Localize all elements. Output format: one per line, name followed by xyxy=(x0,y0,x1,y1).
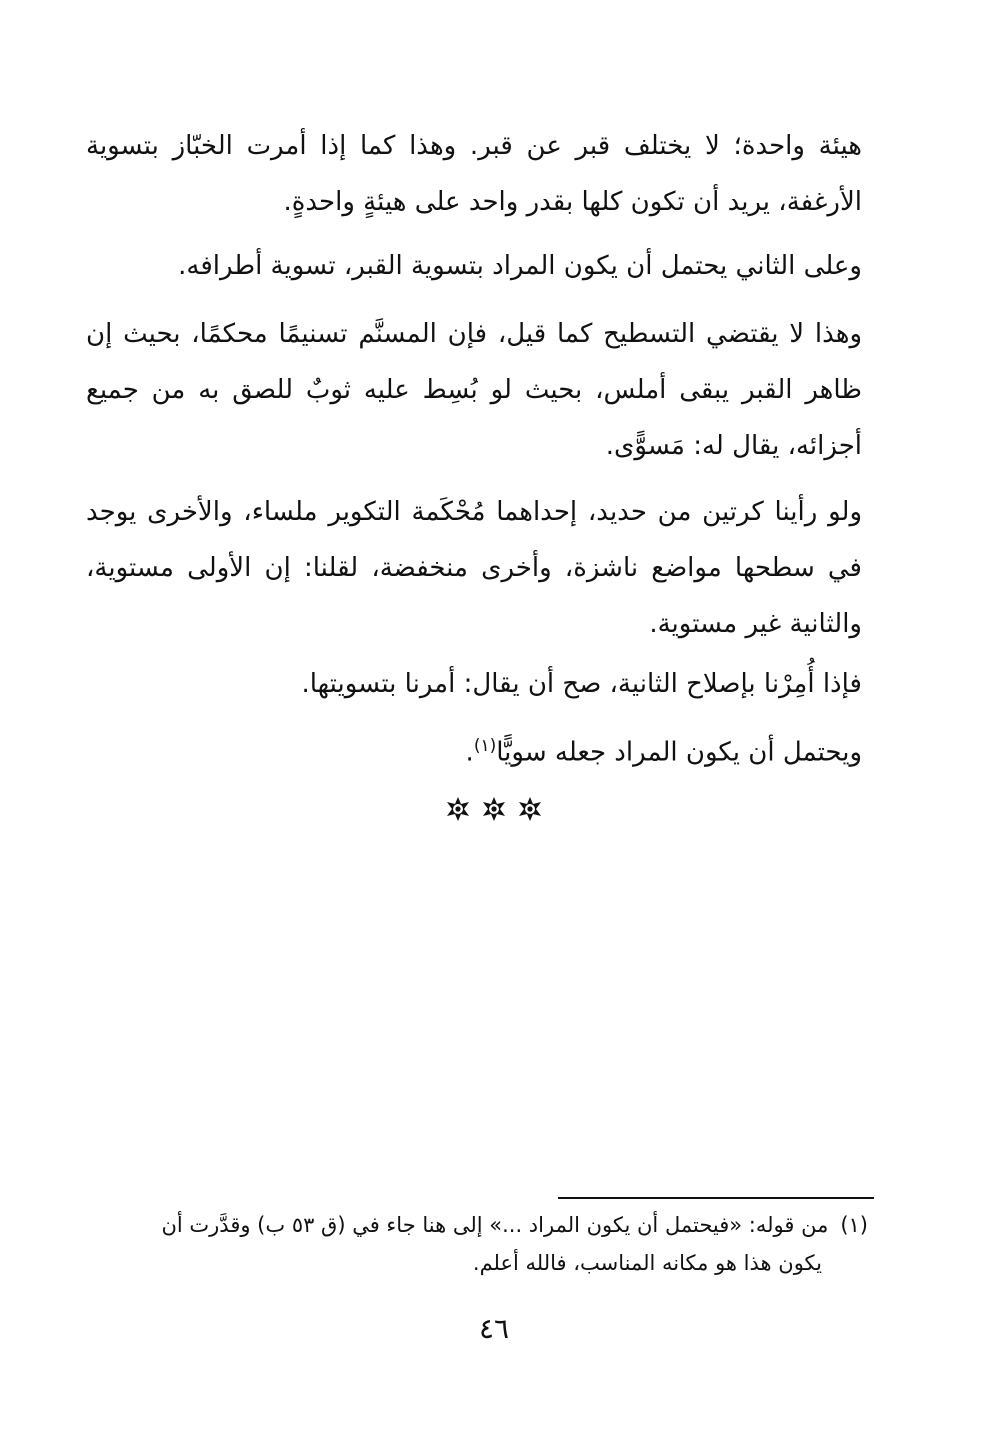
paragraph-3: وهذا لا يقتضي التسطيح كما قيل، فإن المسنَّم تسنيمًا محكمًا، بحيث إن ظاهر القبر يبقى أملس، بحيث لو بُسِط عليه ثوبٌ للصق به من جميع أجزائه، يقال له: مَسوًّى. xyxy=(86,319,862,461)
footnote xyxy=(86,1206,868,1282)
star-flower-ornament-icon xyxy=(517,796,543,822)
footnote-separator-line xyxy=(558,1197,874,1199)
star-flower-ornament-icon xyxy=(481,796,507,822)
page-number: ٤٦ xyxy=(478,1312,510,1345)
paragraph-6-text: ويحتمل أن يكون المراد جعله سويًّا xyxy=(496,737,862,768)
paragraph-1: هيئة واحدة؛ لا يختلف قبر عن قبر. وهذا كما إذا أمرت الخبّاز بتسوية الأرغفة، يريد أن تكون كلها بقدر واحد على هيئةٍ واحدةٍ. xyxy=(86,131,862,217)
footnote-line-2: يكون هذا هو مكانه المناسب، فالله أعلم. xyxy=(472,1251,822,1275)
footnote-reference[interactable]: (١) xyxy=(473,736,497,756)
footnote-line-1: من قوله: «فيحتمل أن يكون المراد ...» إلى هنا جاء في (ق ٥٣ ب) وقدَّرت أن xyxy=(161,1213,829,1237)
paragraph-2: وعلى الثاني يحتمل أن يكون المراد بتسوية القبر، تسوية أطرافه. xyxy=(178,251,862,281)
section-divider-ornaments xyxy=(0,796,988,822)
paragraph-6-end: . xyxy=(465,737,474,768)
star-flower-ornament-icon xyxy=(445,796,471,822)
footnote-number: (١) xyxy=(840,1213,868,1237)
paragraph-4: ولو رأينا كرتين من حديد، إحداهما مُحْكَمة التكوير ملساء، والأخرى يوجد في سطحها مواضع ناشزة، وأخرى منخفضة، لقلنا: إن الأولى مستوية، والثانية غير مستوية. xyxy=(86,497,862,639)
paragraph-6 xyxy=(86,718,862,781)
paragraph-5: فإذا أُمِرْنا بإصلاح الثانية، صح أن يقال: أمرنا بتسويتها. xyxy=(301,669,862,699)
